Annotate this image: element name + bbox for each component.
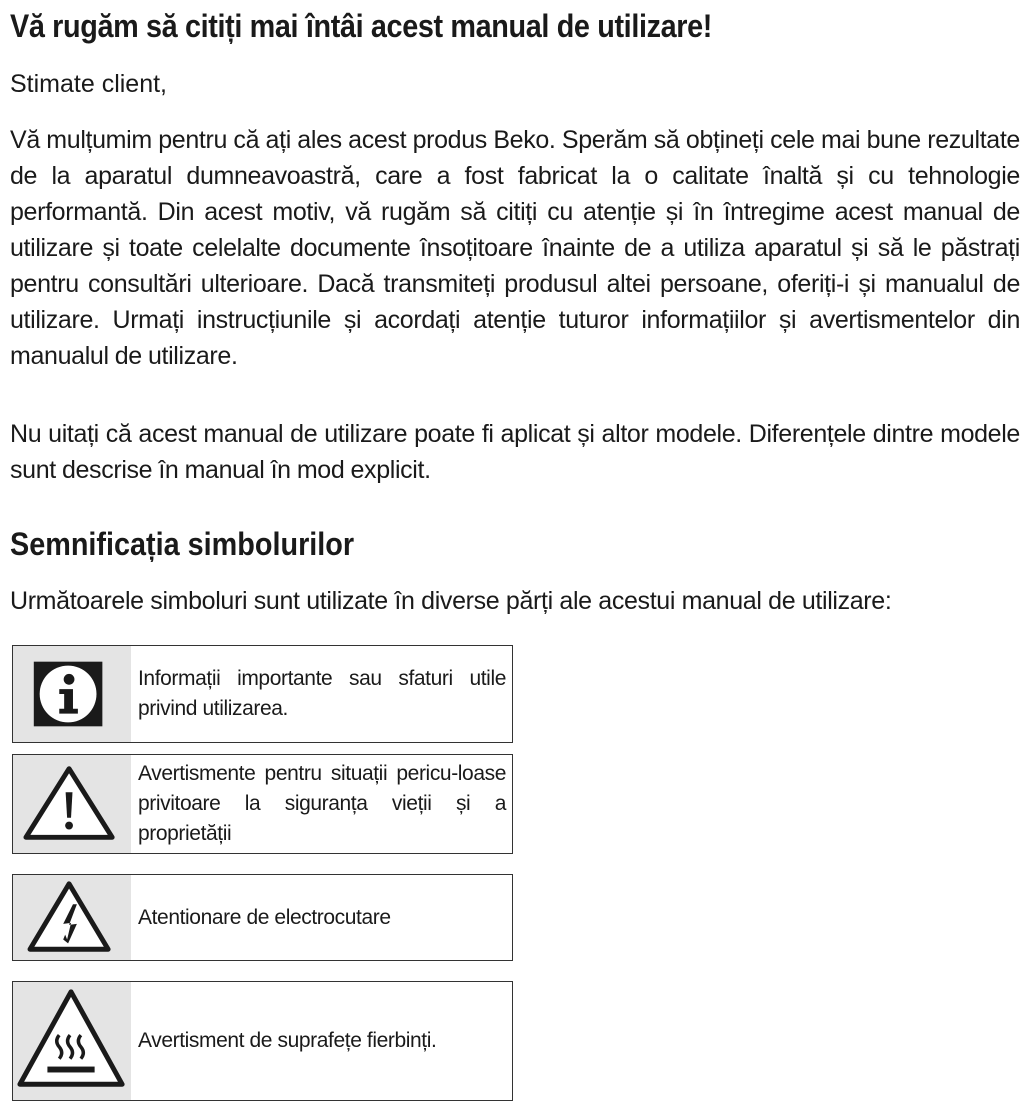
symbol-description: Avertisment de suprafețe fierbinți. (138, 1029, 437, 1052)
symbol-description: Avertismente pentru situații pericu-loase privitoare la siguranța vieții și a proprietății (138, 762, 506, 845)
symbol-row-info (12, 645, 513, 743)
intro-paragraph: Vă mulțumim pentru că ați ales acest produs Beko. Sperăm să obțineți cele mai bune rezultate de la aparatul dumneavoastră, care a fost fabricat la o calitate înaltă și cu tehnologie performantă. Din acest motiv, vă rugăm să citiți cu atenție și în întregime acest manual de utilizare și toate celelalte documente însoțitoare înainte de a utiliza aparatul și să le păstrați pentru consultări ulterioare. Dacă transmiteți produsul altei persoane, oferiți-i și manualul de utilizare. Urmați instrucțiunile și acordați atenție tuturor informațiilor și avertismentelor din manualul de utilizare. (10, 126, 1020, 370)
info-icon (13, 646, 131, 742)
symbol-description: Informații importante sau sfaturi utile privind utilizarea. (138, 667, 506, 720)
electric-shock-icon (13, 875, 131, 960)
symbol-row-warning (12, 754, 513, 854)
symbols-heading: Semnificația simbolurilor (10, 526, 355, 562)
symbol-row-electric-shock (12, 874, 513, 961)
models-note-paragraph: Nu uitați că acest manual de utilizare poate fi aplicat și altor modele. Diferențele dintre modele sunt descrise în manual în mod explicit. (10, 420, 1020, 484)
symbol-description: Atentionare de electrocutare (138, 905, 391, 929)
symbol-row-hot-surface (12, 981, 513, 1101)
symbols-intro: Următoarele simboluri sunt utilizate în diverse părți ale acestui manual de utilizare: (10, 587, 892, 615)
warning-icon (13, 755, 131, 853)
page-title: Vă rugăm să citiți mai întâi acest manual de utilizare! (10, 8, 713, 44)
hot-surface-icon (13, 982, 131, 1100)
greeting: Stimate client, (10, 70, 168, 98)
